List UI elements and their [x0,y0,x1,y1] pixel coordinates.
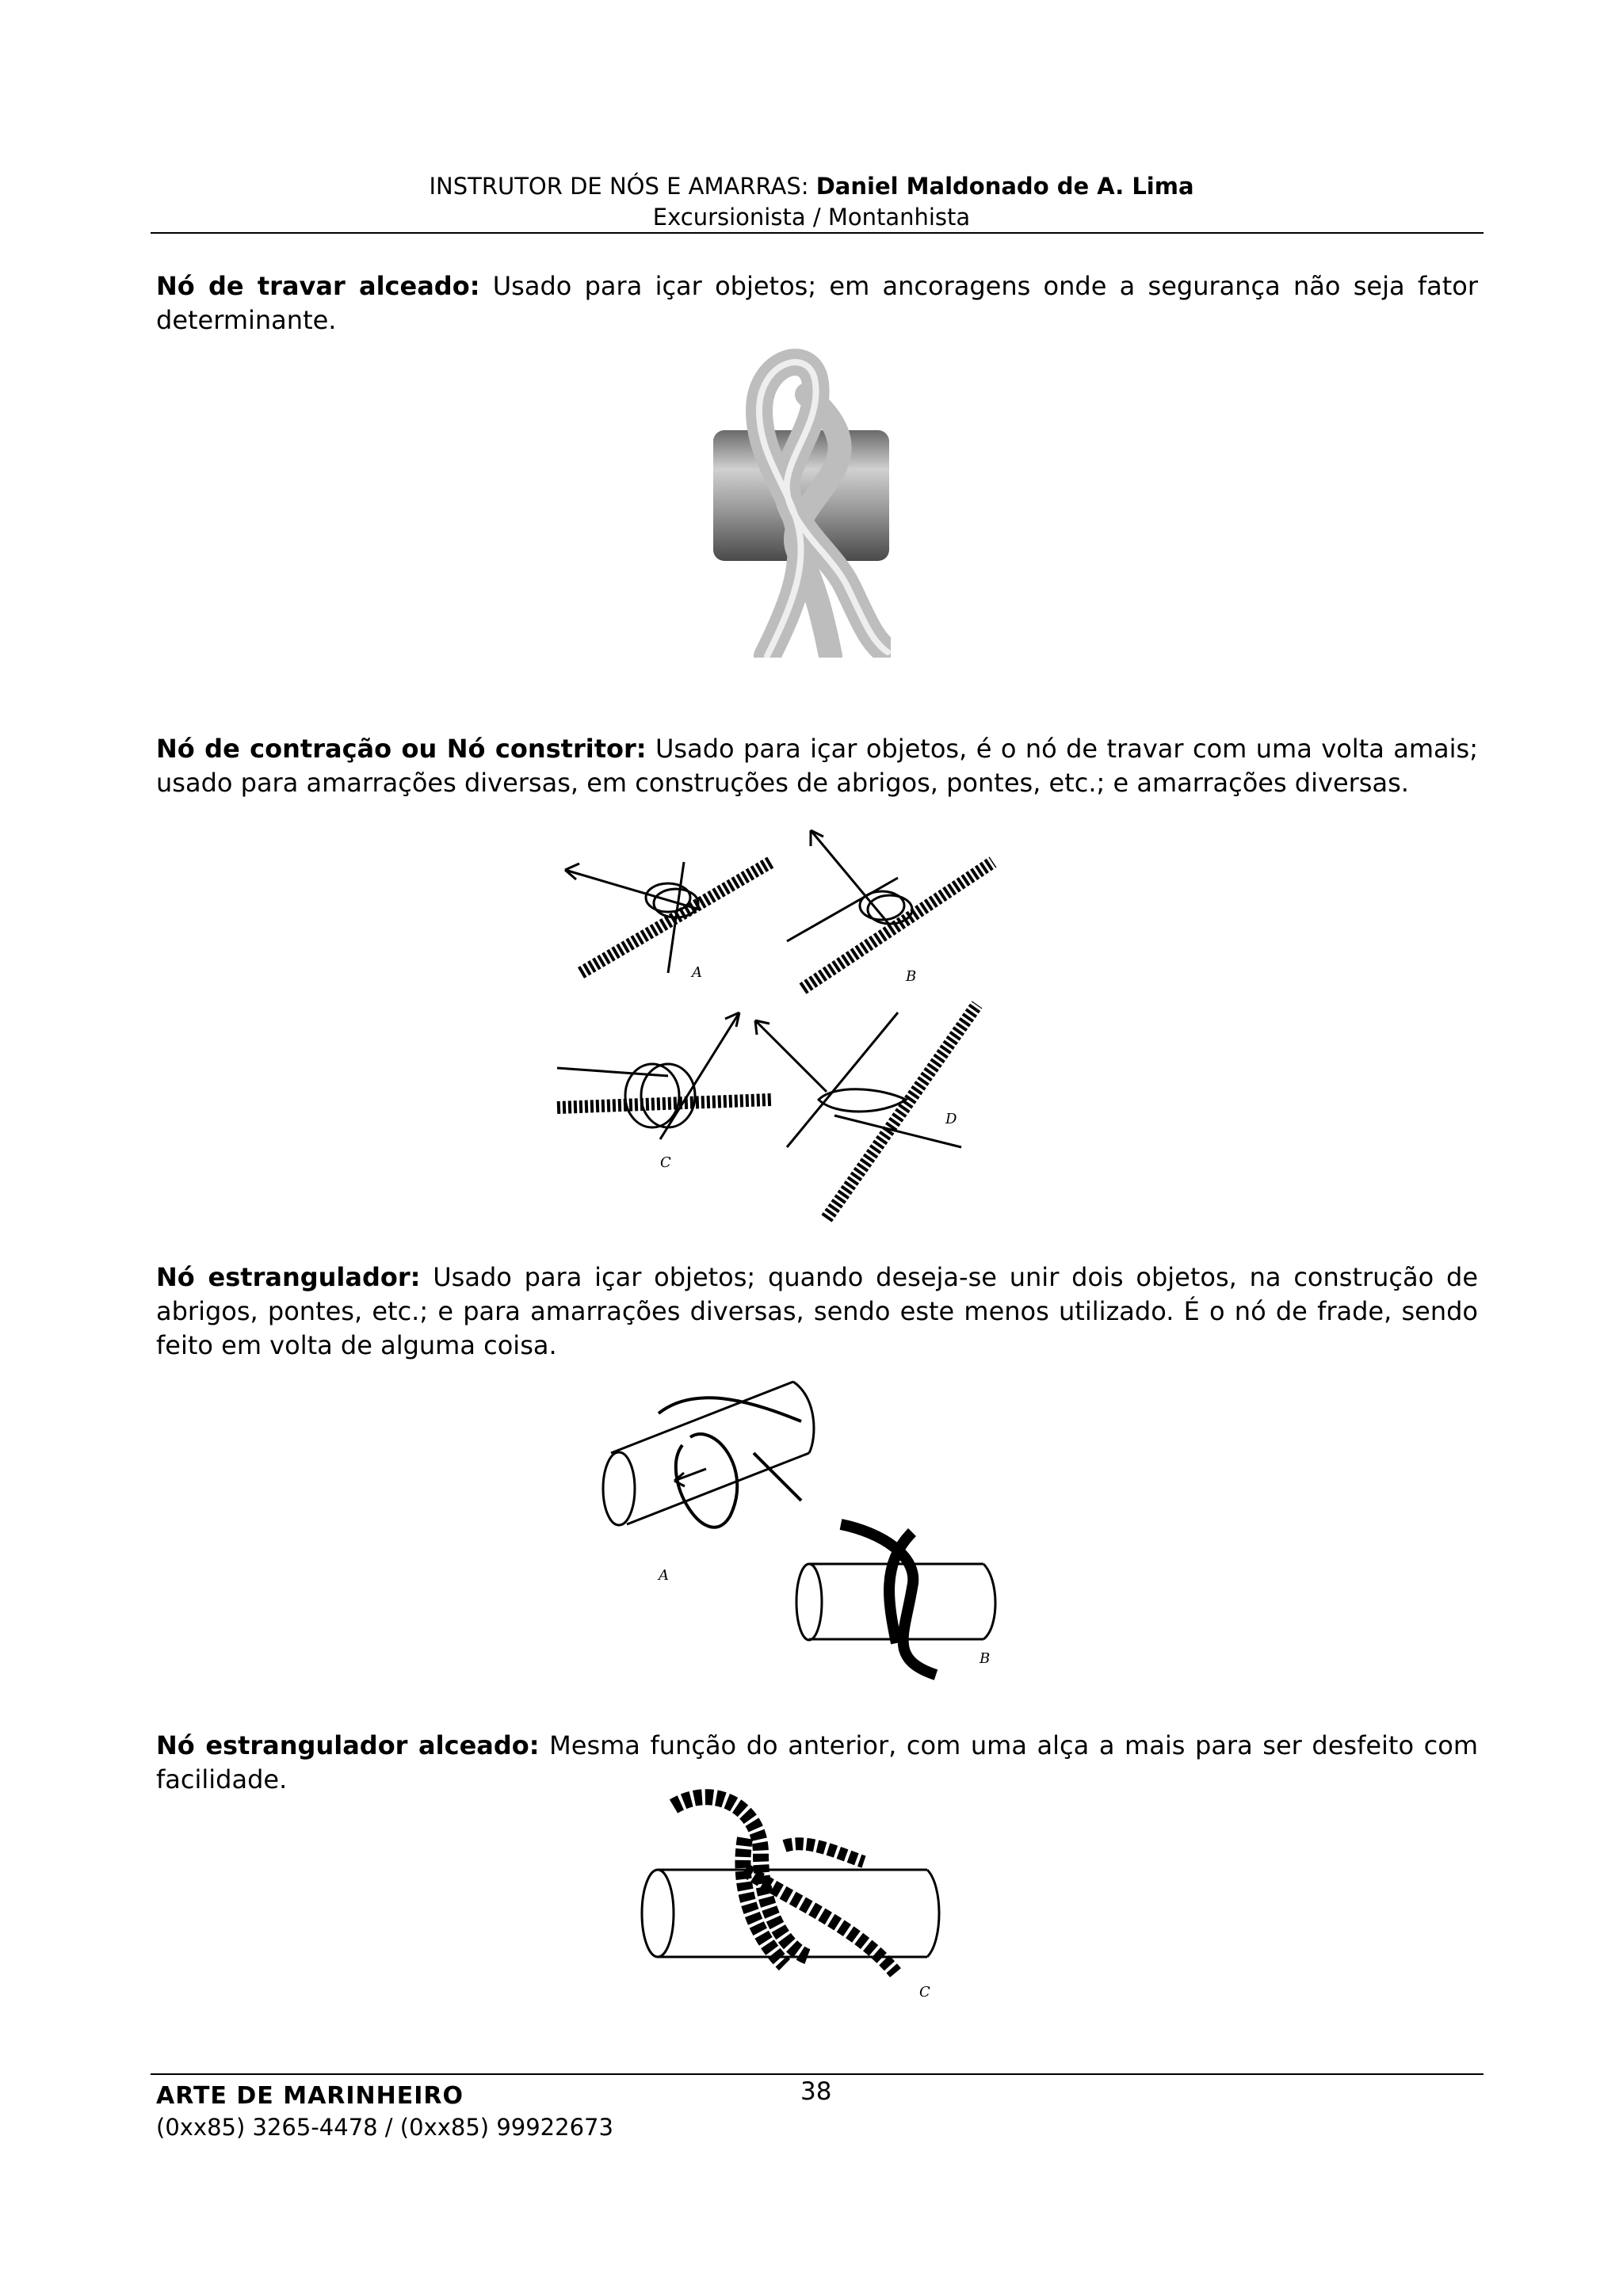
section-strangle [156,1261,1478,1363]
section-term: Nó estrangulador alceado: [156,1730,540,1760]
section-text: Mesma função do anterior, com uma alça a mais para ser desfeito com facilidade. [156,1730,1479,1794]
figure-label-c: C [919,1984,930,2000]
section-text: Usado para içar objetos; quando deseja-se unir dois objetos, na construção de abrigos, pontes, etc.; e para amarrações diversas, sendo este menos utilizado. É o nó de frade, sendo feito em volta de alguma coisa. [156,1262,1479,1360]
constrictor-knot-steps-drawing-icon [549,814,1004,1227]
header-rule [151,232,1484,234]
figure-label-d: D [945,1111,957,1127]
figure-label-b: B [980,1650,991,1667]
section-constrictor [156,732,1478,800]
header-prefix: INSTRUTOR DE NÓS E AMARRAS: [429,173,816,200]
footer-rule [151,2073,1484,2075]
figure-label-a: A [659,1567,669,1584]
figure-label-c: C [660,1154,671,1171]
header-author: Daniel Maldonado de A. Lima [815,173,1194,200]
section-term: Nó de travar alceado: [156,271,480,301]
figure-label-a: A [692,964,702,981]
header-title [0,173,1623,200]
figure-label-b: B [906,968,917,985]
slipped-strangle-knot-drawing-icon [626,1775,953,2022]
section-text: Usado para içar objetos; em ancoragens onde a segurança não seja fator determinante. [156,271,1479,335]
section-term: Nó de contração ou Nó constritor: [156,734,647,764]
section-term: Nó estrangulador: [156,1262,421,1292]
section-slipped-hitch [156,269,1478,338]
header-subtitle: Excursionista / Montanhista [652,204,971,231]
strangle-knot-drawing-icon [579,1350,1015,1697]
slipped-hitch-photo-icon [712,347,891,658]
section-text: Usado para içar objetos, é o nó de travar com uma volta amais; usado para amarrações diversas, em construções de abrigos, pontes, etc.; e amarrações diversas. [156,734,1479,798]
footer-phones: (0xx85) 3265-4478 / (0xx85) 99922673 [156,2114,613,2141]
footer-title: ARTE DE MARINHEIRO [156,2082,464,2110]
page-number: 38 [800,2077,832,2106]
